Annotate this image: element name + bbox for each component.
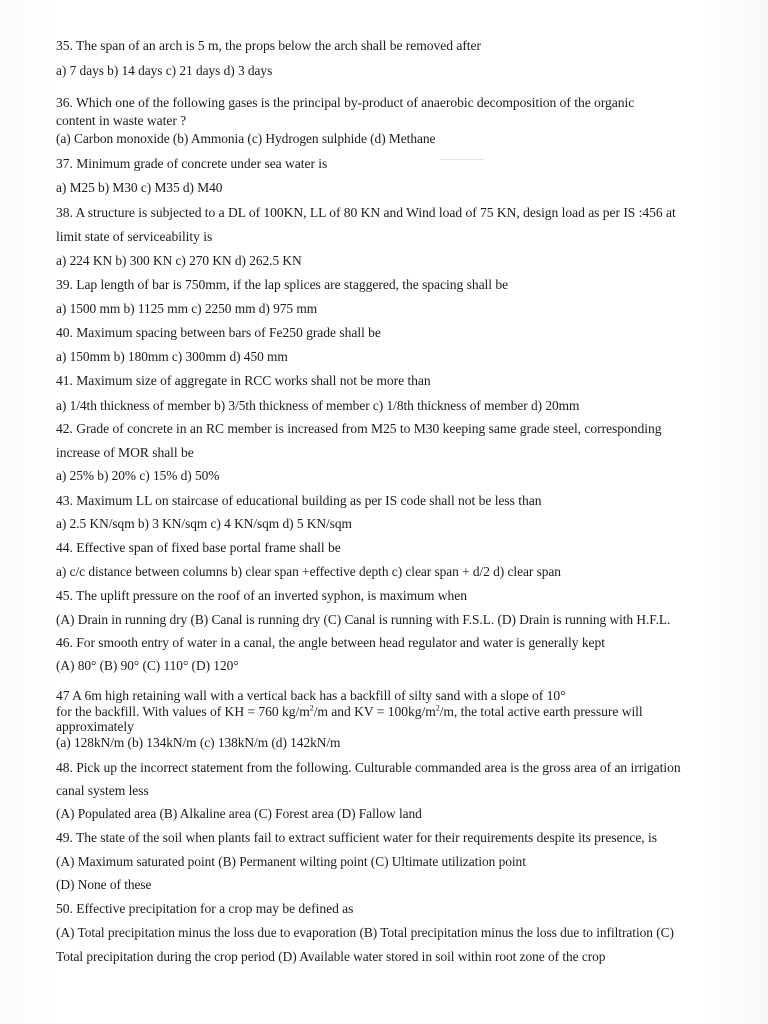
question-40-text: 40. Maximum spacing between bars of Fe250 grade shall be [56,325,381,340]
question-35-text: 35. The span of an arch is 5 m, the props below the arch shall be removed after [56,38,481,53]
question-36-text-line-1: 36. Which one of the following gases is the principal by-product of anaerobic decomposition of the organic [56,95,635,110]
question-47-exponent-1: 2 [309,703,314,713]
question-38-text-line-2: limit state of serviceability is [56,229,213,244]
question-46-text: 46. For smooth entry of water in a canal, the angle between head regulator and water is generally kept [56,635,606,650]
question-42-text-line-1: 42. Grade of concrete in an RC member is increased from M25 to M30 keeping same grade steel, corresponding [56,421,662,436]
question-42-options: a) 25% b) 20% c) 15% d) 50% [56,468,220,483]
question-47-text-line-2 [56,704,643,720]
question-37-text: 37. Minimum grade of concrete under sea water is [56,156,328,171]
question-47-text-line-1: 47 A 6m high retaining wall with a vertical back has a backfill of silty sand with a slope of 10° [56,688,566,703]
question-35-options: a) 7 days b) 14 days c) 21 days d) 3 days [56,63,273,78]
question-45-options: (A) Drain in running dry (B) Canal is running dry (C) Canal is running with F.S.L. (D) Drain is running with H.F.L. [56,612,671,627]
question-40-options: a) 150mm b) 180mm c) 300mm d) 450 mm [56,349,288,364]
question-49-options-line-2: (D) None of these [56,877,152,892]
question-42-text-line-2: increase of MOR shall be [56,445,194,460]
question-41-text: 41. Maximum size of aggregate in RCC works shall not be more than [56,373,431,388]
question-48-text-line-1: 48. Pick up the incorrect statement from the following. Culturable commanded area is the gross area of an irrigation [56,760,681,775]
question-36-text-line-2: content in waste water ? [56,113,187,128]
question-43-options: a) 2.5 KN/sqm b) 3 KN/sqm c) 4 KN/sqm d) 5 KN/sqm [56,516,352,531]
question-49-text: 49. The state of the soil when plants fail to extract sufficient water for their requirements despite its presence, is [56,830,657,845]
question-44-options: a) c/c distance between columns b) clear span +effective depth c) clear span + d/2 d) clear span [56,564,561,579]
question-47-exponent-2: 2 [435,703,440,713]
question-38-text-line-1: 38. A structure is subjected to a DL of 100KN, LL of 80 KN and Wind load of 75 KN, design load as per IS :456 at [56,205,676,220]
question-39-text: 39. Lap length of bar is 750mm, if the lap splices are staggered, the spacing shall be [56,277,509,292]
question-44-text: 44. Effective span of fixed base portal frame shall be [56,540,341,555]
question-46-options: (A) 80° (B) 90° (C) 110° (D) 120° [56,658,239,673]
question-36-options: (a) Carbon monoxide (b) Ammonia (c) Hydrogen sulphide (d) Methane [56,131,436,146]
question-50-text: 50. Effective precipitation for a crop may be defined as [56,901,354,916]
question-47-text-line-3: approximately [56,719,134,734]
question-37-options: a) M25 b) M30 c) M35 d) M40 [56,180,223,195]
question-48-options: (A) Populated area (B) Alkaline area (C) Forest area (D) Fallow land [56,806,422,821]
question-49-options-line-1: (A) Maximum saturated point (B) Permanent wilting point (C) Ultimate utilization point [56,854,526,869]
question-41-options: a) 1/4th thickness of member b) 3/5th thickness of member c) 1/8th thickness of member d) 20mm [56,398,580,413]
question-38-options: a) 224 KN b) 300 KN c) 270 KN d) 262.5 KN [56,253,302,268]
question-47-text-part-b: /m and KV = 100kg/m [313,704,436,719]
question-50-options-line-1: (A) Total precipitation minus the loss due to evaporation (B) Total precipitation minus the loss due to infiltration (C) [56,925,674,940]
question-39-options: a) 1500 mm b) 1125 mm c) 2250 mm d) 975 mm [56,301,318,316]
question-48-text-line-2: canal system less [56,783,149,798]
question-47-text-part-c: /m, the total active earth pressure will [439,704,643,719]
question-47-options: (a) 128kN/m (b) 134kN/m (c) 138kN/m (d) 142kN/m [56,735,341,750]
scan-mark [440,159,484,160]
question-45-text: 45. The uplift pressure on the roof of an inverted syphon, is maximum when [56,588,467,603]
question-47-text-part-a: for the backfill. With values of KH = 760 kg/m [56,704,310,719]
question-50-options-line-2: Total precipitation during the crop period (D) Available water stored in soil within root zone of the crop [56,949,606,964]
question-43-text: 43. Maximum LL on staircase of educational building as per IS code shall not be less than [56,493,542,508]
